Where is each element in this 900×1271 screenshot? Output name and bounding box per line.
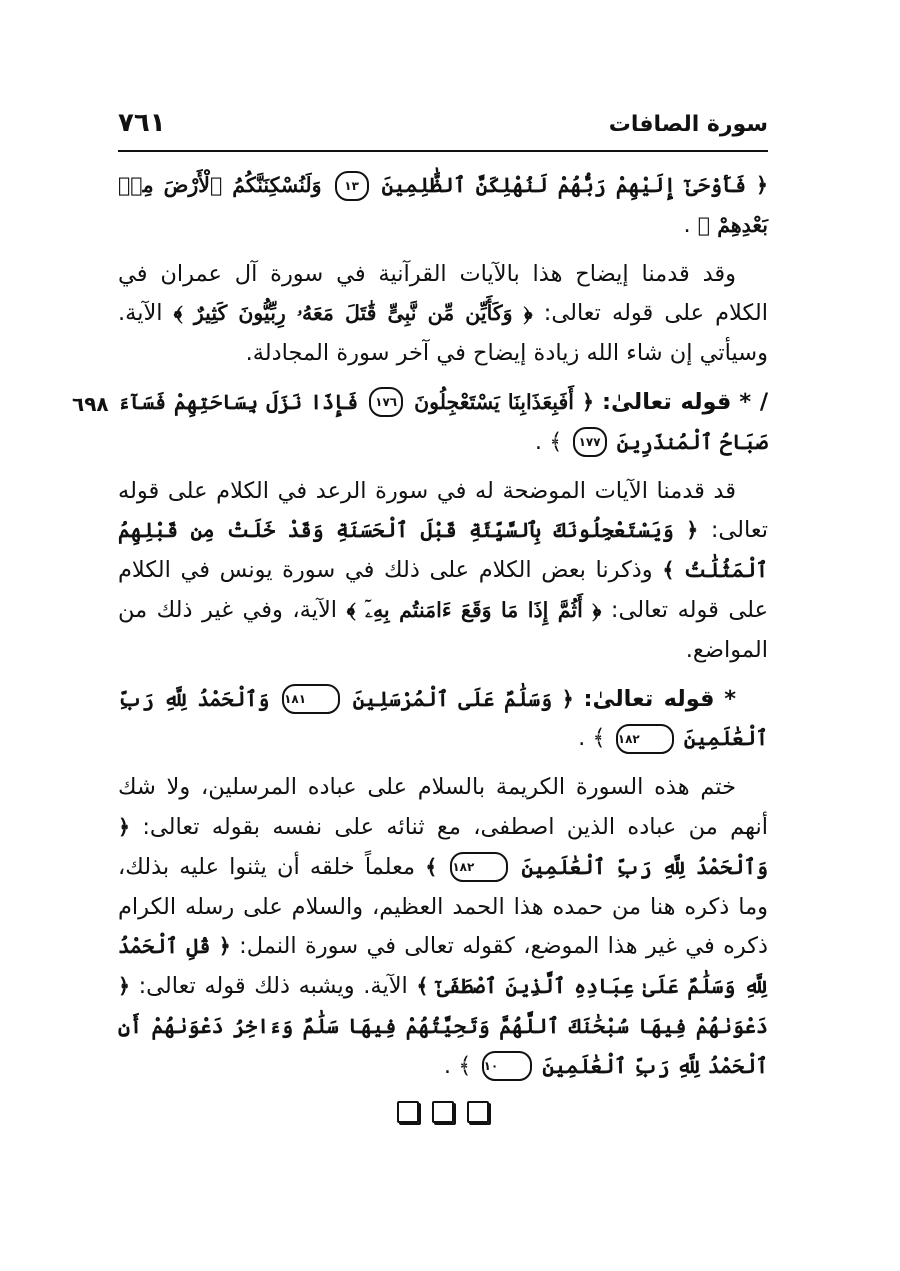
commentary-paragraph [118,768,768,1086]
commentary-text: وذكرنا بعض الكلام على ذلك في سورة يونس في الكلام على قوله تعالى: [118,557,769,623]
aya-number: ١٨٢ [616,724,674,754]
commentary-text: ختم هذه السورة الكريمة بالسلام على عباده المرسلين، ولا شك أنهم من عباده الذين اصطفى، مع ثنائه على نفسه بقوله تعالى: [118,774,768,840]
surah-title: سورة الصافات [608,112,768,137]
page-number: ٧٦١ [118,108,166,138]
aya-number: ١٠ [482,1051,533,1081]
verse-text: وَٱلْحَمْدُ لِلَّهِ رَبِّ ٱلْعَٰلَمِينَ [118,686,768,751]
commentary-text: وقد قدمنا إيضاح هذا بالآيات القرآنية في سورة آل عمران في الكلام على قوله تعالى: [118,260,769,327]
verse-text: وَلَنُسْكِنَنَّكُمُ ٱلْأَرْضَ مِنۢ بَعْدِهِمْ ﴾ [118,173,768,237]
page [72,104,769,1184]
running-header [118,104,768,152]
aya-number: ١٧٧ [573,427,607,457]
commentary-text: معلماً خلقه أن يثنوا عليه بذلك، وما ذكره هنا من حمده هذا الحمد العظيم، والسلام على رسله الكرام ذكره في غير هذا الموضع، كقوله تعالى في سورة النمل: [118,853,769,960]
aya-number: ١٣ [335,171,369,201]
verse-close: ﴾ . [534,428,563,455]
commentary-text: قد قدمنا الآيات الموضحة له في سورة الرعد في الكلام على قوله تعالى: [118,477,768,544]
end-of-section-ornament [118,1101,768,1131]
verse-quote: ﴿ وَيَسْتَعْجِلُونَكَ بِٱلسَّيِّئَةِ قَبْلَ ٱلْحَسَنَةِ وَقَدْ خَلَتْ مِن قَبْلِهِمُ ٱلْمَثُلَٰتُ ﴾ [118,518,769,583]
verse-quote: ﴿ قُلِ ٱلْحَمْدُ لِلَّهِ وَسَلَٰمٌ عَلَىٰ عِبَادِهِ ٱلَّذِينَ ٱصْطَفَىٰٓ ﴾ [118,934,768,999]
verse-text: ﴿ وَسَلَٰمٌ عَلَى ٱلْمُرْسَلِينَ [352,686,574,711]
verse-heading [72,383,769,463]
verse-text: فَإِذَا نَزَلَ بِسَاحَتِهِمْ فَسَآءَ صَبَاحُ ٱلْمُنذَرِينَ [118,389,768,454]
commentary-text: الآية. وسيأتي إن شاء الله زيادة إيضاح في آخر سورة المجادلة. [118,300,768,367]
section-marker: * [724,685,736,712]
verse-quote: ﴿ وَكَأَيِّن مِّن نَّبِىٍّ قَٰتَلَ مَعَهُۥ رِبِّيُّونَ كَثِيرٌ ﴾ [173,301,533,326]
commentary-paragraph [118,472,768,671]
ornament-square-icon [397,1101,419,1123]
body-text [72,166,769,1087]
section-marker: / * [739,388,769,415]
verse-quote: ﴿ أَثُمَّ إِذَا مَا وَقَعَ ءَامَنتُم بِهِۦٓ ﴾ [346,597,602,622]
ornament-square-icon [467,1101,489,1123]
verse-text: ﴿ أَفَبِعَذَابِنَا يَسْتَعْجِلُونَ [414,389,594,414]
verse-text: ﴿ فَأَوْحَىٰٓ إِلَيْهِمْ رَبُّهُمْ لَنُهْلِكَنَّ ٱلظَّٰلِمِينَ [381,173,768,197]
commentary-paragraph [118,255,768,374]
verse-close: ﴾ . [578,725,606,752]
aya-number: ١٨١ [282,684,340,714]
full-stop: . [683,211,691,238]
verse-quote: ﴿ دَعْوَىٰهُمْ فِيهَا سُبْحَٰنَكَ ٱللَّهُمَّ وَتَحِيَّتُهُمْ فِيهَا سَلَٰمٌ وَءَاخِرُ دَعْوَىٰهُمْ أَنِ ٱلْحَمْدُ لِلَّهِ رَبِّ ٱلْعَٰلَمِينَ [118,974,768,1078]
ornament-square-icon [432,1101,454,1123]
heading-label: قوله تعالىٰ: [583,685,715,712]
aya-number: ١٨٢ [450,852,508,882]
commentary-text: الآية، وفي غير ذلك من المواضع. [118,596,768,663]
verse-heading [118,680,768,760]
margin-page-reference: ٦٩٨ [72,391,109,416]
verse-close: ﴾ [425,854,438,879]
commentary-text: الآية. ويشبه ذلك قوله تعالى: [138,973,408,1000]
heading-label: قوله تعالىٰ: [601,388,732,415]
opening-verse [118,166,768,246]
verse-quote: ﴿ وَٱلْحَمْدُ لِلَّهِ رَبِّ ٱلْعَٰلَمِينَ [118,814,769,879]
verse-close: ﴾ . [443,1052,472,1079]
aya-number: ١٧٦ [369,387,403,417]
